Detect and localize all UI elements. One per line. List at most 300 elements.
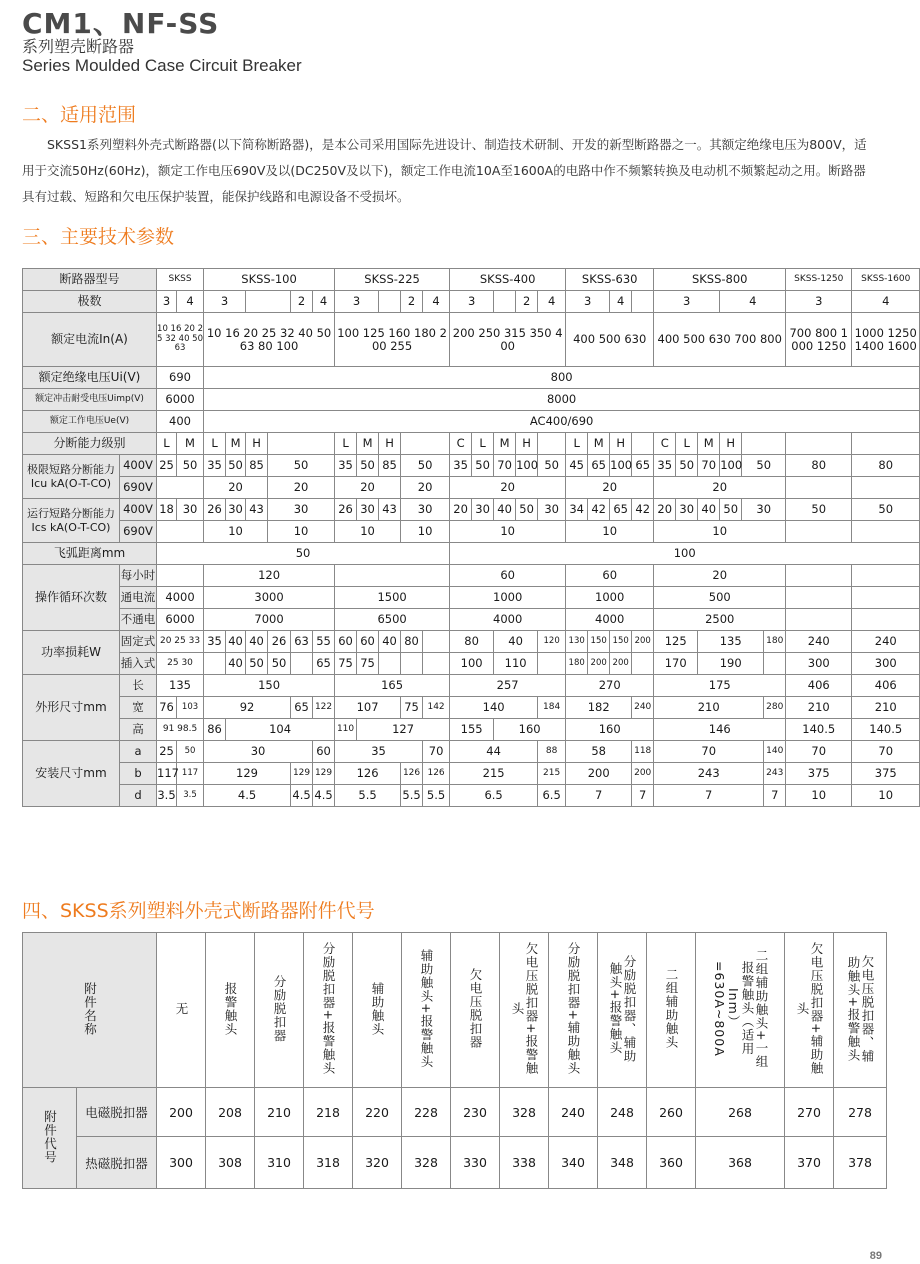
cell: 65 (632, 455, 654, 477)
cell: 20 (204, 477, 268, 499)
cell: 50 (852, 499, 920, 521)
acc-code-cell: 270 (785, 1088, 834, 1137)
cell: L (157, 433, 177, 455)
cell: 10 (566, 521, 654, 543)
row-acc-em (23, 1088, 887, 1137)
label-poles: 极数 (23, 291, 157, 313)
cell: H (516, 433, 538, 455)
cell (268, 433, 335, 455)
cell: M (177, 433, 204, 455)
label-ui: 额定绝缘电压Ui(V) (23, 367, 157, 389)
cell: 60 (357, 631, 379, 653)
cell: 10 (401, 521, 450, 543)
cell: 2 (516, 291, 538, 313)
cell: 150 (204, 675, 335, 697)
cell: 20 (268, 477, 335, 499)
cell: 155 (450, 719, 494, 741)
label-400v: 400V (120, 455, 157, 477)
cell: 86 (204, 719, 226, 741)
label-dim: 外形尺寸mm (23, 675, 120, 741)
cell (852, 587, 920, 609)
scope-paragraph: SKSS1系列塑料外壳式断路器(以下简称断路器)，是本公司采用国际先进设计、制造技术研制、开发的新型断路器之一。其额定绝缘电压为800V，适用于交流50Hz(60Hz)，额定工作电压690V及以(DC250V及以下)，额定工作电流10A至1600A的电路中作不频繁转换及电动机不频繁起动之用。断路器具有过载、短路和欠电压保护装置，能保护线路和电源设备不受损坏。 (22, 137, 867, 204)
cell (786, 565, 852, 587)
acc-name-cell: 欠电压脱扣器 (451, 933, 500, 1088)
cell: 125 (654, 631, 698, 653)
cell: 3 (204, 291, 246, 313)
cell: 20 (654, 499, 676, 521)
acc-code-cell: 368 (696, 1137, 785, 1189)
cell: 135 (698, 631, 764, 653)
acc-code-cell: 378 (834, 1137, 887, 1189)
cell: 20 (401, 477, 450, 499)
cell (401, 433, 450, 455)
acc-code-cell: 340 (549, 1137, 598, 1189)
cell (852, 609, 920, 631)
acc-name-cell: 无 (157, 933, 206, 1088)
label-model: 断路器型号 (23, 269, 157, 291)
label-level: 分断能力级别 (23, 433, 157, 455)
cell: 45 (566, 455, 588, 477)
acc-code-cell: 308 (206, 1137, 255, 1189)
cell: 4000 (450, 609, 566, 631)
cell (494, 291, 516, 313)
cell: 70 (423, 741, 450, 763)
row-loss-plugin (23, 653, 920, 675)
cell: 30 (472, 499, 494, 521)
cell (786, 587, 852, 609)
cell (379, 291, 401, 313)
cell: 8000 (204, 389, 920, 411)
cell: 70 (852, 741, 920, 763)
cell: 6000 (157, 609, 204, 631)
acc-code-cell: 240 (549, 1088, 598, 1137)
cell: 65 (291, 697, 313, 719)
cell: AC400/690 (204, 411, 920, 433)
cell: 500 (654, 587, 786, 609)
acc-code-cell: 300 (157, 1137, 206, 1189)
cell: 40 (226, 653, 246, 675)
subtitle-en: Series Moulded Case Circuit Breaker (22, 56, 302, 75)
cell: 300 (786, 653, 852, 675)
cell: 130 (566, 631, 588, 653)
cell: 700 800 1000 1250 (786, 313, 852, 367)
cell: 110 (494, 653, 538, 675)
cell (157, 521, 204, 543)
cell: 50 (246, 653, 268, 675)
acc-code-cell: 208 (206, 1088, 255, 1137)
cell: 184 (538, 697, 566, 719)
cell (423, 631, 450, 653)
label-uimp: 额定冲击耐受电压Uimp(V) (23, 389, 157, 411)
cell: 30 (268, 499, 335, 521)
cell: 42 (632, 499, 654, 521)
acc-code-cell: 360 (647, 1137, 696, 1189)
cell: 127 (357, 719, 450, 741)
cell: 100 125 160 180 200 255 (335, 313, 450, 367)
row-loss-fixed (23, 631, 920, 653)
label-a: a (120, 741, 157, 763)
cell: 4.5 (313, 785, 335, 807)
cell: 50 (268, 455, 335, 477)
label-d: d (120, 785, 157, 807)
cell: 26 (204, 499, 226, 521)
cell: 50 (226, 455, 246, 477)
cell (786, 433, 852, 455)
cell: 50 (720, 499, 742, 521)
cell: C (654, 433, 676, 455)
cell: 1000 (450, 587, 566, 609)
acc-code-cell: 230 (451, 1088, 500, 1137)
cell: 80 (401, 631, 423, 653)
cell: 75 (357, 653, 379, 675)
acc-code-cell: 220 (353, 1088, 402, 1137)
cell: 3 (566, 291, 610, 313)
cell: 25 30 (157, 653, 204, 675)
cell (742, 433, 786, 455)
acc-name-cell: 二组辅助触头 (647, 933, 696, 1088)
cell: 20 (654, 477, 786, 499)
cell: 140.5 (786, 719, 852, 741)
cell: 240 (632, 697, 654, 719)
acc-name-cell: 欠电压脱扣器、辅助触头+报警触头 (834, 933, 887, 1088)
cell: 4.5 (291, 785, 313, 807)
row-acc-th (23, 1137, 887, 1189)
cell: 10 (335, 521, 401, 543)
row-icu-400 (23, 455, 920, 477)
cell: 4000 (157, 587, 204, 609)
cell: 126 (423, 763, 450, 785)
label-hgt: 高 (120, 719, 157, 741)
row-icu-690 (23, 477, 920, 499)
row-mount-a (23, 741, 920, 763)
cell: 70 (494, 455, 516, 477)
cell: 300 (852, 653, 920, 675)
cell: 50 (177, 455, 204, 477)
cell: 10 (450, 521, 566, 543)
cell: 3.5 (177, 785, 204, 807)
cell: 129 (291, 763, 313, 785)
cell: 120 (538, 631, 566, 653)
label-th: 热磁脱扣器 (77, 1137, 157, 1189)
cell: 7 (632, 785, 654, 807)
cell (764, 653, 786, 675)
cell: 10 (786, 785, 852, 807)
cell: 122 (313, 697, 335, 719)
cell: 70 (786, 741, 852, 763)
cell: 240 (852, 631, 920, 653)
cell: 20 (450, 499, 472, 521)
cell: 10 (852, 785, 920, 807)
cell: 120 (204, 565, 335, 587)
acc-code-cell: 328 (500, 1088, 549, 1137)
cell: 34 (566, 499, 588, 521)
cell: 75 (401, 697, 423, 719)
acc-name-cell: 辅助触头+报警触头 (402, 933, 451, 1088)
cell: C (450, 433, 472, 455)
cell: 140.5 (852, 719, 920, 741)
cell: 103 (177, 697, 204, 719)
cell: 50 (357, 455, 379, 477)
cell: 92 (204, 697, 291, 719)
cell: 7 (764, 785, 786, 807)
cell: 20 (450, 477, 566, 499)
model-cell: SKSS (157, 269, 204, 291)
cell: 10 (204, 521, 268, 543)
cell: 170 (654, 653, 698, 675)
cell: 10 16 20 25 32 40 50 63 80 100 (204, 313, 335, 367)
cell: 7000 (204, 609, 335, 631)
cell: 2500 (654, 609, 786, 631)
cell: 60 (566, 565, 654, 587)
cell (246, 291, 291, 313)
cell: 140 (450, 697, 538, 719)
cell: 200 250 315 350 400 (450, 313, 566, 367)
cell (786, 609, 852, 631)
cell: 100 (516, 455, 538, 477)
cell: 50 (157, 543, 450, 565)
cell: M (494, 433, 516, 455)
cell: 75 (335, 653, 357, 675)
model-cell: SKSS-400 (450, 269, 566, 291)
cell: 375 (852, 763, 920, 785)
acc-code-cell: 370 (785, 1137, 834, 1189)
cell: 215 (538, 763, 566, 785)
cell: 126 (335, 763, 401, 785)
label-em: 电磁脱扣器 (77, 1088, 157, 1137)
cell: 257 (450, 675, 566, 697)
cell: 100 (610, 455, 632, 477)
cell (852, 433, 920, 455)
cell: 50 (516, 499, 538, 521)
row-mount-b (23, 763, 920, 785)
cell: 200 (610, 653, 632, 675)
cell: 20 (566, 477, 654, 499)
label-loss: 功率损耗W (23, 631, 120, 675)
cell: 35 (204, 631, 226, 653)
cell: 243 (654, 763, 764, 785)
brand-title: CM1、NF-SS (22, 7, 220, 40)
cell: 44 (450, 741, 538, 763)
acc-name-cell: 二组辅助触头+一组报警触头（适用Inm）=630A~800A (696, 933, 785, 1088)
cell: 7 (566, 785, 632, 807)
cell: 6.5 (450, 785, 538, 807)
cell: 25 (157, 741, 177, 763)
cell: 200 (588, 653, 610, 675)
acc-code-cell: 328 (402, 1137, 451, 1189)
cell (204, 653, 226, 675)
cell: 40 (698, 499, 720, 521)
cell: 30 (676, 499, 698, 521)
model-cell: SKSS-100 (204, 269, 335, 291)
cell: 4 (852, 291, 920, 313)
cell: 50 (538, 455, 566, 477)
acc-code-cell: 348 (598, 1137, 647, 1189)
acc-name-cell: 欠电压脱扣器+辅助触头 (785, 933, 834, 1088)
row-ics-400 (23, 499, 920, 521)
cell: 5.5 (401, 785, 423, 807)
cell: 80 (450, 631, 494, 653)
cell (335, 565, 450, 587)
cell: 10 16 20 25 32 40 50 63 (157, 313, 204, 367)
cell: 400 (157, 411, 204, 433)
cell: H (379, 433, 401, 455)
section-accessory-title: 四、SKSS系列塑料外壳式断路器附件代号 (22, 900, 375, 922)
label-icu: 极限短路分断能力 Icu kA(O-T-CO) (23, 455, 120, 499)
cell: 30 (357, 499, 379, 521)
cell: L (335, 433, 357, 455)
cell: 180 (764, 631, 786, 653)
acc-name-cell: 分励脱扣器、辅助触头+报警触头 (598, 933, 647, 1088)
label-cycle: 操作循环次数 (23, 565, 120, 631)
cell: 1500 (335, 587, 450, 609)
cell: 118 (632, 741, 654, 763)
cell: 400 500 630 700 800 (654, 313, 786, 367)
row-cycle-hour (23, 565, 920, 587)
cell: 43 (379, 499, 401, 521)
label-arc: 飞弧距离mm (23, 543, 157, 565)
cell: 110 (335, 719, 357, 741)
cell: 4 (177, 291, 204, 313)
cell: 100 (450, 653, 494, 675)
cell: 63 (291, 631, 313, 653)
cell: 117 (177, 763, 204, 785)
cell (423, 653, 450, 675)
row-ui (23, 367, 920, 389)
label-ics: 运行短路分断能力 Ics kA(O-T-CO) (23, 499, 120, 543)
cell: 91 98.5 (157, 719, 204, 741)
cell: H (610, 433, 632, 455)
acc-code-cell: 218 (304, 1088, 353, 1137)
cell: 6.5 (538, 785, 566, 807)
acc-code-cell: 310 (255, 1137, 304, 1189)
cell: L (472, 433, 494, 455)
label-current: 额定电流In(A) (23, 313, 157, 367)
cell: 85 (379, 455, 401, 477)
cell: 30 (226, 499, 246, 521)
row-cycle-off (23, 609, 920, 631)
row-model (23, 269, 920, 291)
cell: L (566, 433, 588, 455)
row-cycle-on (23, 587, 920, 609)
cell: 117 (157, 763, 177, 785)
cell: 35 (335, 741, 423, 763)
cell: M (588, 433, 610, 455)
section-params-title: 三、主要技术参数 (22, 226, 175, 248)
model-cell: SKSS-1600 (852, 269, 920, 291)
cell: 126 (401, 763, 423, 785)
cell: 50 (676, 455, 698, 477)
cell: 76 (157, 697, 177, 719)
cell: H (720, 433, 742, 455)
acc-name-cell: 辅助触头 (353, 933, 402, 1088)
cell: 6000 (157, 389, 204, 411)
cell: 2 (291, 291, 313, 313)
cell: 180 (566, 653, 588, 675)
acc-code-cell: 268 (696, 1088, 785, 1137)
cell: 165 (335, 675, 450, 697)
cell: 4 (720, 291, 786, 313)
cell: 200 (566, 763, 632, 785)
cell: 129 (204, 763, 291, 785)
cell: 20 (335, 477, 401, 499)
cell: 215 (450, 763, 538, 785)
cell: M (357, 433, 379, 455)
cell (632, 291, 654, 313)
cell: 65 (313, 653, 335, 675)
accessory-table (22, 932, 887, 1189)
cell (157, 565, 204, 587)
cell: 140 (764, 741, 786, 763)
row-dim-len (23, 675, 920, 697)
acc-name-cell: 报警触头 (206, 933, 255, 1088)
row-ics-690 (23, 521, 920, 543)
cell: 375 (786, 763, 852, 785)
row-ue (23, 411, 920, 433)
cell (379, 653, 401, 675)
acc-code-cell: 338 (500, 1137, 549, 1189)
label-690v: 690V (120, 477, 157, 499)
cell (632, 433, 654, 455)
cell: M (698, 433, 720, 455)
acc-code-cell: 278 (834, 1088, 887, 1137)
model-cell: SKSS-800 (654, 269, 786, 291)
cell: 18 (157, 499, 177, 521)
cell: 4 (538, 291, 566, 313)
cell: 146 (654, 719, 786, 741)
cell: 35 (450, 455, 472, 477)
cell: 150 (588, 631, 610, 653)
cell: 690 (157, 367, 204, 389)
cell: 50 (401, 455, 450, 477)
cell: 3 (654, 291, 720, 313)
cell: 200 (632, 631, 654, 653)
acc-code-cell: 200 (157, 1088, 206, 1137)
cell: 3 (157, 291, 177, 313)
cell: 100 (450, 543, 920, 565)
cell: 4 (610, 291, 632, 313)
cell: 3000 (204, 587, 335, 609)
cell: 200 (632, 763, 654, 785)
cell: 210 (852, 697, 920, 719)
cell (632, 653, 654, 675)
acc-code-cell: 260 (647, 1088, 696, 1137)
cell: 800 (204, 367, 920, 389)
cell: 3.5 (157, 785, 177, 807)
cell: 80 (786, 455, 852, 477)
cell: 65 (610, 499, 632, 521)
cell: 85 (246, 455, 268, 477)
row-current (23, 313, 920, 367)
cell: H (246, 433, 268, 455)
row-dim-hgt (23, 719, 920, 741)
acc-code-cell: 330 (451, 1137, 500, 1189)
cell: 60 (450, 565, 566, 587)
label-400v: 400V (120, 499, 157, 521)
cell: 35 (335, 455, 357, 477)
cell: 58 (566, 741, 632, 763)
cell: 5.5 (423, 785, 450, 807)
cell (538, 653, 566, 675)
cell: 40 (226, 631, 246, 653)
acc-code-cell: 228 (402, 1088, 451, 1137)
cell: 4 (313, 291, 335, 313)
cell (852, 477, 920, 499)
row-acc-names (23, 933, 887, 1088)
cell: 280 (764, 697, 786, 719)
cell: 35 (204, 455, 226, 477)
cell: 160 (494, 719, 566, 741)
cell: 20 (654, 565, 786, 587)
